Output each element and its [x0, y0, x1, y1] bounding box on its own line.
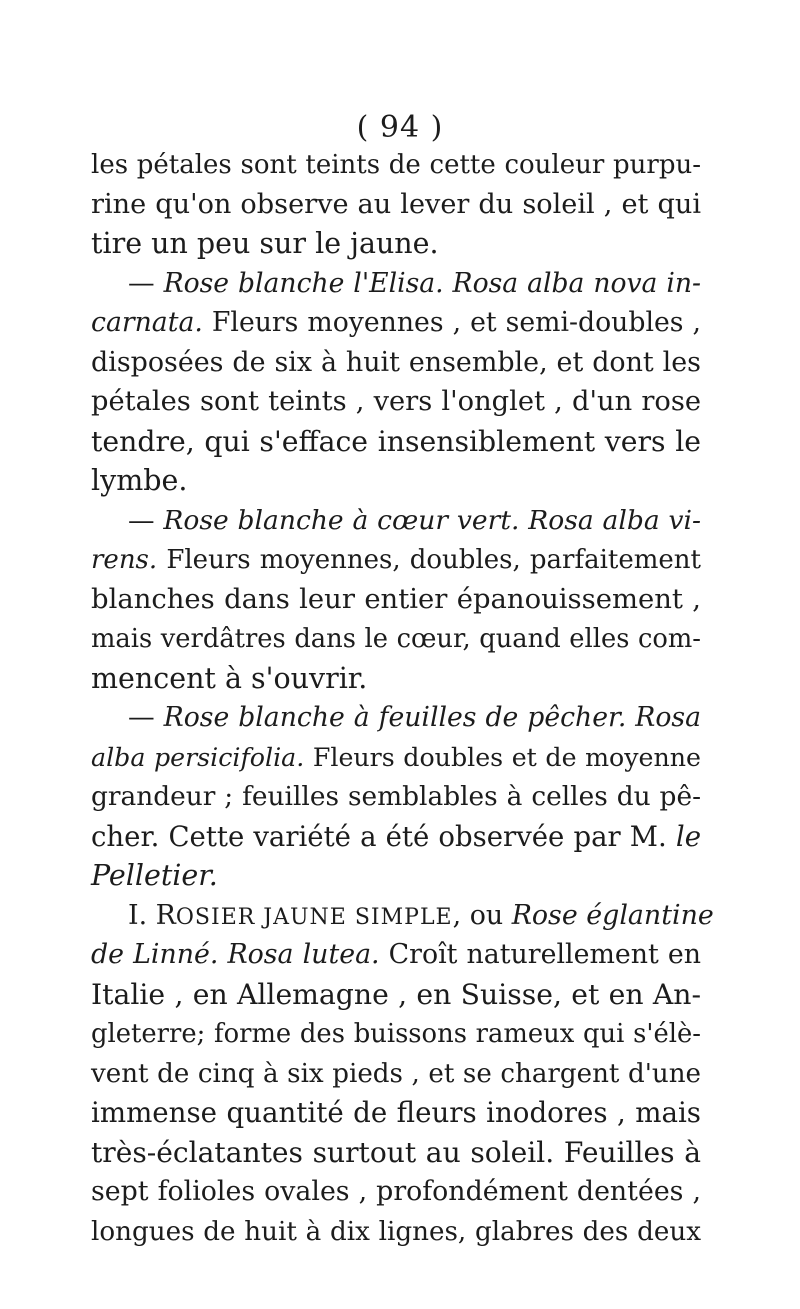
text-line: — Rose blanche l'Elisa. Rosa alba nova in- — [128, 268, 701, 299]
text-line: lymbe. — [91, 464, 188, 497]
text-line: tendre, qui s'efface insensiblement vers le — [91, 425, 701, 458]
text-line: immense quantité de fleurs inodores , mais — [91, 1096, 701, 1129]
text-line: très-éclatantes surtout au soleil. Feuilles à — [91, 1136, 701, 1169]
text-line: sept folioles ovales , profondément dentées , — [91, 1176, 701, 1207]
text-line: de Linné. Rosa lutea. Croît naturellement en — [91, 939, 701, 970]
text-line: cher. Cette variété a été observée par M. le — [91, 821, 701, 853]
text-line: Pelletier. — [91, 859, 218, 892]
text-line: alba persicifolia. Fleurs doubles et de moyenne — [91, 743, 701, 772]
text-line: carnata. Fleurs moyennes , et semi-doubles , — [91, 307, 701, 338]
page-number: ( 94 ) — [356, 110, 444, 145]
text-line: blanches dans leur entier épanouissement , — [91, 584, 701, 615]
text-line: longues de huit à dix lignes, glabres des deux — [91, 1217, 701, 1247]
text-line: rine qu'on observe au lever du soleil , et qui — [91, 189, 701, 220]
text-line: pétales sont teints , vers l'onglet , d'un rose — [91, 386, 701, 417]
text-line: gleterre; forme des buissons rameux qui s'élè- — [91, 1019, 701, 1049]
text-line: — Rose blanche à cœur vert. Rosa alba vi- — [128, 505, 701, 536]
text-line: disposées de six à huit ensemble, et dont les — [91, 347, 701, 378]
text-line: I. ROSIER JAUNE SIMPLE, ou Rose églantine — [128, 900, 714, 931]
text-line: mencent à s'ouvrir. — [91, 662, 368, 695]
text-line: grandeur ; feuilles semblables à celles du pê- — [91, 781, 701, 812]
text-line: les pétales sont teints de cette couleur purpu- — [91, 150, 701, 180]
text-line: vent de cinq à six pieds , et se chargent d'une — [91, 1059, 701, 1089]
text-line: mais verdâtres dans le cœur, quand elles com- — [91, 624, 701, 654]
text-line: tire un peu sur le jaune. — [91, 227, 439, 260]
text-line: Italie , en Allemagne , en Suisse, et en An- — [91, 978, 701, 1011]
text-line: — Rose blanche à feuilles de pêcher. Rosa — [128, 702, 701, 733]
text-line: rens. Fleurs moyennes, doubles, parfaitement — [91, 545, 701, 575]
